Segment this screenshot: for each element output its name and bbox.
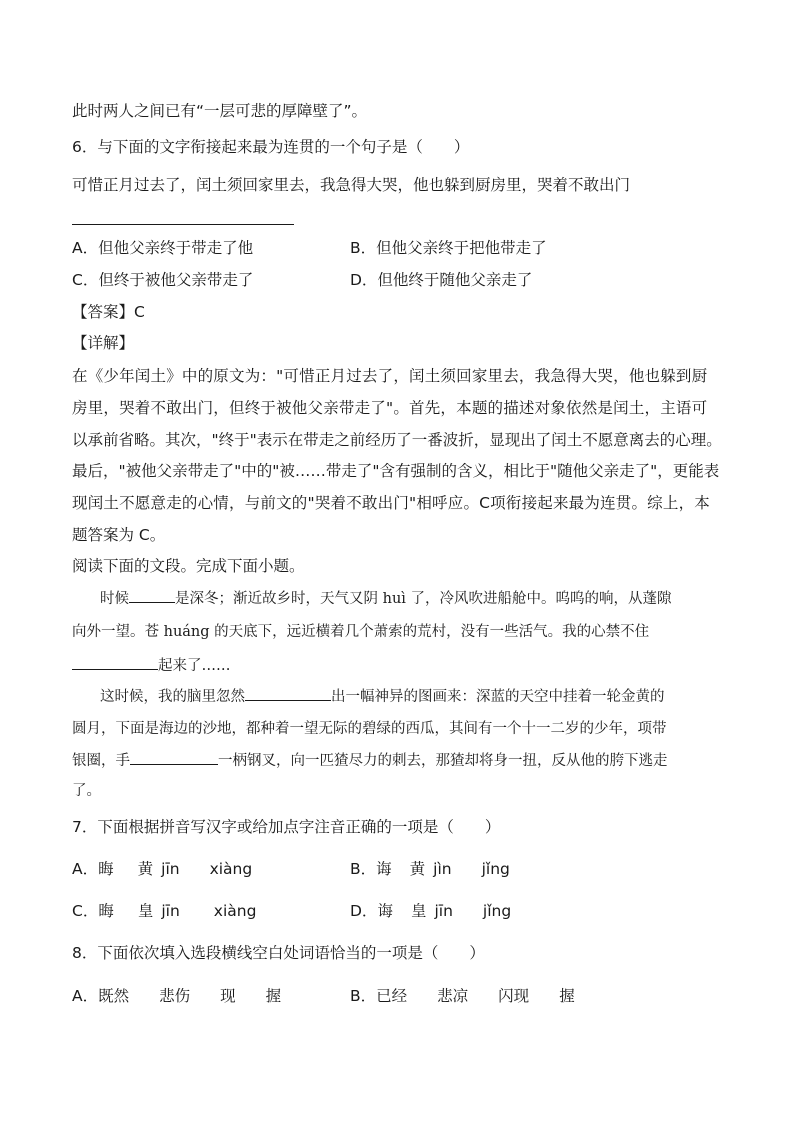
explain-line: 最后，"被他父亲带走了"中的"被……带走了"含有强制的含义，相比于"随他父亲走了"，更能表 bbox=[72, 462, 720, 480]
fill-blank bbox=[129, 588, 175, 603]
q6-passage: 可惜正月过去了，闰土须回家里去，我急得大哭，他也躲到厨房里，哭着不敢出门 bbox=[72, 176, 631, 194]
reading-p1-line2: 向外一望。苍 huáng 的天底下，远近横着几个萧索的荒村，没有一些活气。我的心禁不住 bbox=[72, 624, 650, 640]
top-line: 此时两人之间已有“一层可悲的厚障壁了”。 bbox=[72, 102, 368, 120]
fill-blank bbox=[245, 686, 331, 701]
explain-line: 现闰土不愿意走的心情，与前文的"哭着不敢出门"相呼应。C项衔接起来最为连贯。综上，本 bbox=[72, 494, 710, 512]
fill-blank bbox=[130, 750, 218, 765]
q7-option-b: B．诲 黄 jìn jǐng bbox=[350, 860, 510, 878]
reading-p2-line4: 了。 bbox=[72, 783, 101, 799]
answer-value: C bbox=[134, 303, 145, 321]
q6-answer bbox=[72, 302, 145, 322]
explain-line: 题答案为 C。 bbox=[72, 526, 166, 544]
q7-stem: 7．下面根据拼音写汉字或给加点字注音正确的一项是（ ） bbox=[72, 818, 501, 836]
q6-option-c: C．但终于被他父亲带走了 bbox=[72, 271, 254, 289]
answer-label: 【答案】 bbox=[72, 303, 135, 321]
q6-answer-blank bbox=[72, 224, 294, 225]
explain-line: 以承前省略。其次，"终于"表示在带走之前经历了一番波折，显现出了闰土不愿意离去的心理。 bbox=[72, 431, 722, 449]
q6-option-d: D．但他终于随他父亲走了 bbox=[350, 271, 533, 289]
q7-option-a: A．晦 黄 jīn xiàng bbox=[72, 860, 253, 878]
q6-option-a: A．但他父亲终于带走了他 bbox=[72, 239, 254, 257]
reading-intro: 阅读下面的文段。完成下面小题。 bbox=[72, 557, 305, 575]
fill-blank bbox=[72, 655, 158, 670]
q6-stem: 6．与下面的文字衔接起来最为连贯的一个句子是（ ） bbox=[72, 138, 470, 156]
q7-option-c: C．晦 皇 jīn xiàng bbox=[72, 902, 257, 920]
explain-label: 【详解】 bbox=[72, 334, 135, 352]
reading-p1-line1: 时候 是深冬；渐近故乡时，天气又阴 huì 了，冷风吹进船舱中。呜呜的响，从蓬隙 bbox=[100, 588, 672, 609]
explain-line: 在《少年闰土》中的原文为："可惜正月过去了，闰土须回家里去，我急得大哭，他也躲到厨 bbox=[72, 367, 708, 385]
q7-option-d: D．诲 皇 jīn jǐng bbox=[350, 902, 512, 920]
reading-p2-line2: 圆月，下面是海边的沙地，都种着一望无际的碧绿的西瓜，其间有一个十一二岁的少年，项带 bbox=[72, 721, 667, 737]
q8-option-b: B．已经 悲凉 闪现 握 bbox=[350, 987, 575, 1005]
reading-p2-line3: 银圈，手 一柄钢叉，向一匹猹尽力的刺去，那猹却将身一扭，反从他的胯下逃走 bbox=[72, 750, 668, 771]
q6-option-b: B．但他父亲终于把他带走了 bbox=[350, 239, 547, 257]
q8-stem: 8．下面依次填入选段横线空白处词语恰当的一项是（ ） bbox=[72, 944, 485, 962]
reading-p1-line3: 起来了…… bbox=[72, 655, 231, 676]
explain-line: 房里，哭着不敢出门，但终于被他父亲带走了"。首先，本题的描述对象依然是闰土，主语可 bbox=[72, 399, 708, 417]
reading-p2-line1: 这时候，我的脑里忽然 出一幅神异的图画来：深蓝的天空中挂着一轮金黄的 bbox=[100, 686, 665, 707]
q8-option-a: A．既然 悲伤 现 握 bbox=[72, 987, 282, 1005]
